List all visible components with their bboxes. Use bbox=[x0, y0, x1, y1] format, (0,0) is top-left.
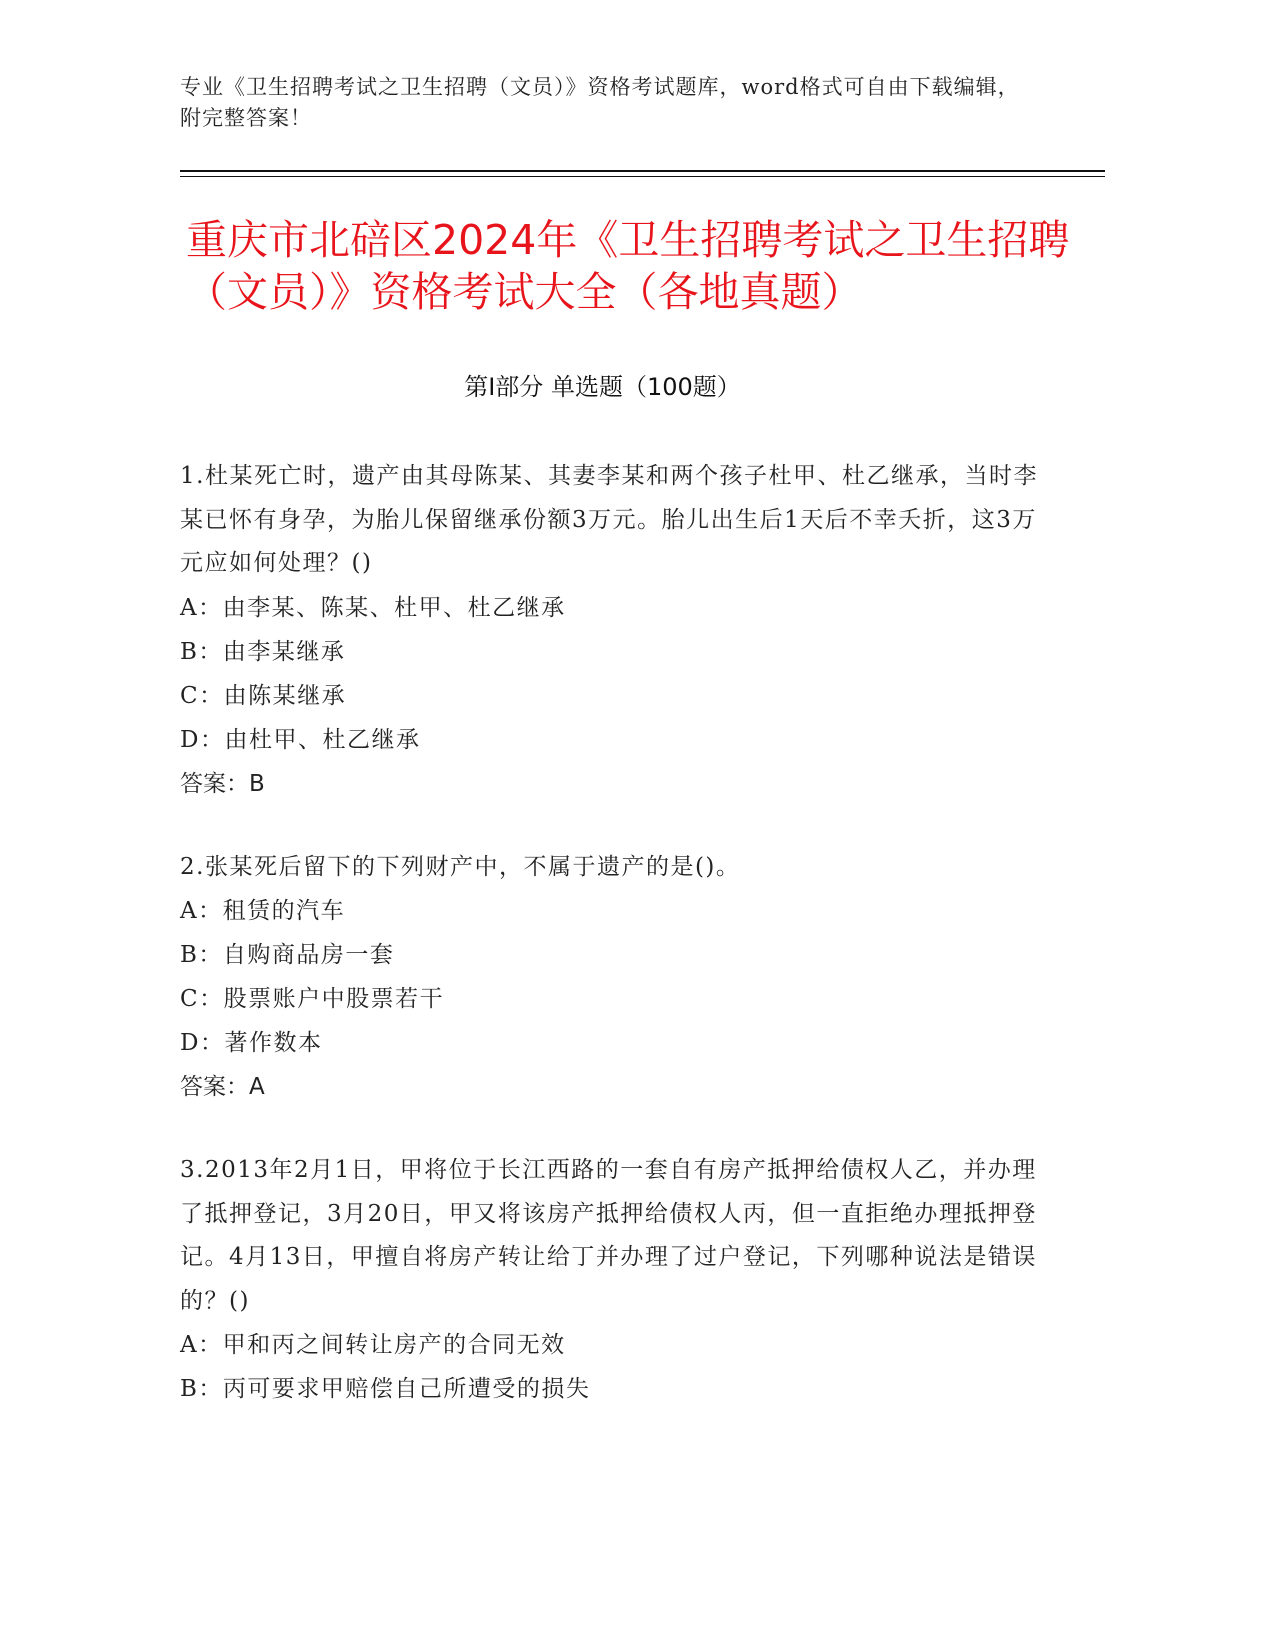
question-list bbox=[180, 455, 1040, 1451]
header-note: 专业《卫生招聘考试之卫生招聘（文员）》资格考试题库，word格式可自由下载编辑，附完整答案！ bbox=[180, 75, 1020, 130]
header-divider-thin bbox=[180, 176, 1105, 177]
option-c: C：由陈某继承 bbox=[180, 682, 347, 709]
option-b: B：丙可要求甲赔偿自己所遭受的损失 bbox=[180, 1376, 591, 1402]
option-c: C：股票账户中股票若干 bbox=[180, 986, 445, 1012]
question-2 bbox=[180, 846, 1040, 1110]
option-a: A：由李某、陈某、杜甲、杜乙继承 bbox=[180, 594, 566, 621]
question-stem: 1.杜某死亡时，遗产由其母陈某、其妻李某和两个孩子杜甲、杜乙继承，当时李某已怀有身孕，为胎儿保留继承份额3万元。胎儿出生后1天后不幸夭折，这3万元应如何处理？() bbox=[180, 463, 1038, 576]
option-d: D：由杜甲、杜乙继承 bbox=[180, 726, 421, 753]
option-b: B：自购商品房一套 bbox=[180, 942, 395, 968]
option-a: A：租赁的汽车 bbox=[180, 898, 346, 924]
question-stem: 2.张某死后留下的下列财产中，不属于遗产的是()。 bbox=[180, 853, 741, 880]
answer-line: 答案：A bbox=[180, 1074, 265, 1100]
question-3 bbox=[180, 1149, 1040, 1411]
question-1 bbox=[180, 455, 1040, 806]
document-title: 重庆市北碚区2024年《卫生招聘考试之卫生招聘（文员）》资格考试大全（各地真题） bbox=[186, 216, 1070, 316]
section-heading: 第I部分 单选题（100题） bbox=[464, 373, 741, 401]
option-a: A：甲和丙之间转让房产的合同无效 bbox=[180, 1332, 566, 1358]
question-stem: 3.2013年2月1日，甲将位于长江西路的一套自有房产抵押给债权人乙，并办理了抵押登记，3月20日，甲又将该房产抵押给债权人丙，但一直拒绝办理抵押登记。4月13日，甲擅自将房产转让给丁并办理了过户登记，下列哪种说法是错误的？() bbox=[180, 1157, 1037, 1314]
header-divider-thick bbox=[180, 170, 1105, 172]
answer-line: 答案：B bbox=[180, 770, 265, 797]
option-d: D：著作数本 bbox=[180, 1030, 323, 1056]
option-b: B：由李某继承 bbox=[180, 638, 346, 665]
